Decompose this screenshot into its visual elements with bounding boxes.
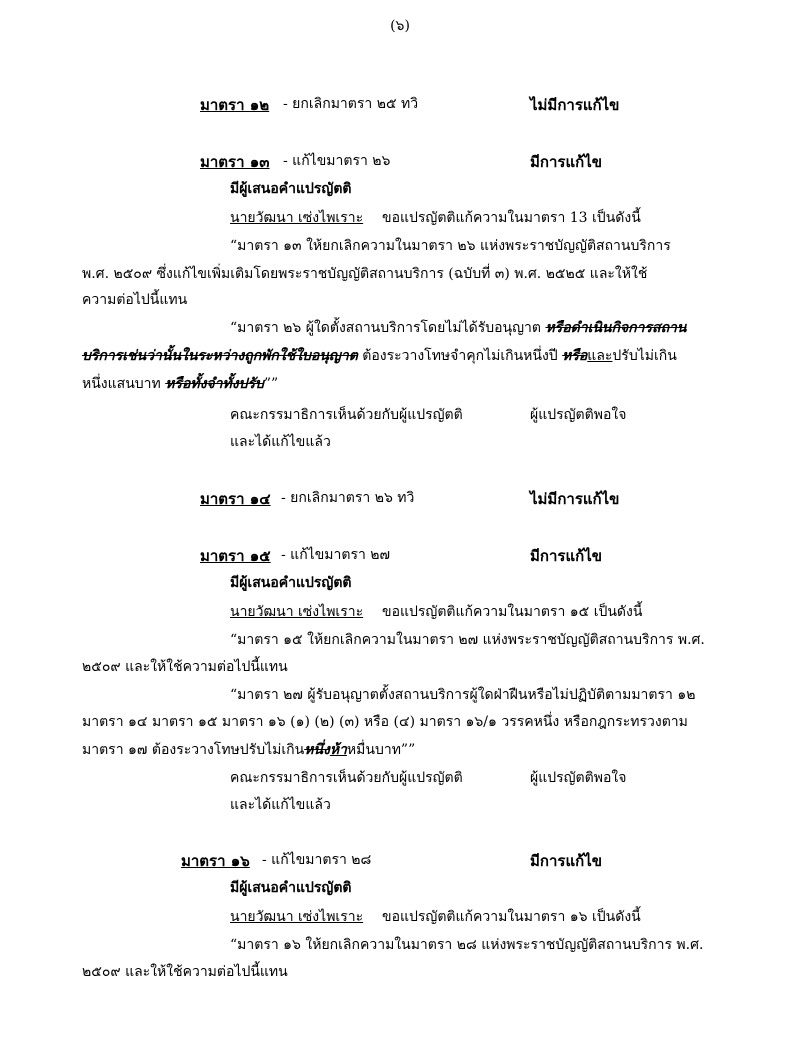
amended-text: ”” — [263, 376, 279, 392]
deleted-text: หรือ — [562, 348, 588, 364]
section-desc: - แก้ไขมาตรา ๒๗ — [281, 547, 391, 563]
amended-text: ต้องระวางโทษจำคุกไม่เกินหนึ่งปี — [357, 348, 563, 364]
section-title: มาตรา ๑๔ — [200, 490, 271, 508]
committee-opinion: คณะกรรมาธิการเห็นด้วยกับผู้แปรญัตติ — [230, 770, 463, 786]
section-status: มีการแก้ไข — [530, 547, 602, 565]
proposal-text: ขอแปรญัตติแก้ความในมาตรา ๑๕ เป็นดังนี้ — [382, 604, 643, 620]
proposer-satisfied: ผู้แปรญัตติพอใจ — [530, 407, 627, 423]
proposal-text: ขอแปรญัตติแก้ความในมาตรา ๑๖ เป็นดังนี้ — [382, 909, 641, 925]
amended-text-line — [82, 348, 677, 365]
amended-text: หนึ่งแสนบาท — [82, 376, 166, 392]
quote-line: “มาตรา ๑๕ ให้ยกเลิกความในมาตรา ๒๗ แห่งพระราชบัญญัติสถานบริการ พ.ศ. — [230, 632, 705, 648]
quote-line: ๒๕๐๙ และให้ใช้ความต่อไปนี้แทน — [82, 659, 288, 675]
quote-line: ความต่อไปนี้แทน — [82, 292, 188, 308]
committee-opinion-2: และได้แก้ไขแล้ว — [230, 434, 331, 450]
amended-text-line — [82, 742, 415, 759]
quote-line: พ.ศ. ๒๕๐๙ ซึ่งแก้ไขเพิ่มเติมโดยพระราชบัญญัติสถานบริการ (ฉบับที่ ๓) พ.ศ. ๒๕๒๕ และให้ใช้ — [82, 266, 648, 282]
section-status: ไม่มีการแก้ไข — [530, 490, 620, 508]
deleted-text: หรือทั้งจำทั้งปรับ — [165, 376, 264, 392]
section-desc: - แก้ไขมาตรา ๒๘ — [262, 852, 372, 868]
deleted-text: บริการเช่นว่านั้นในระหว่างถูกพักใช้ใบอนุญาต — [82, 348, 358, 364]
inserted-text: ห้า — [329, 742, 347, 758]
committee-opinion-2: และได้แก้ไขแล้ว — [230, 797, 331, 813]
quote-line: ๒๕๐๙ และให้ใช้ความต่อไปนี้แทน — [82, 964, 288, 980]
committee-opinion: คณะกรรมาธิการเห็นด้วยกับผู้แปรญัตติ — [230, 407, 463, 423]
section-desc: - ยกเลิกมาตรา ๒๕ ทวิ — [283, 96, 419, 112]
quote-line: “มาตรา ๑๖ ให้ยกเลิกความในมาตรา ๒๘ แห่งพระราชบัญญัติสถานบริการ พ.ศ. — [230, 937, 704, 953]
deleted-text: หนึ่ง — [304, 742, 330, 758]
section-title: มาตรา ๑๖ — [181, 852, 250, 870]
section-title: มาตรา ๑๕ — [200, 547, 271, 565]
section-status: ไม่มีการแก้ไข — [530, 96, 620, 114]
proposal-heading: มีผู้เสนอคำแปรญัตติ — [230, 575, 352, 591]
quote-line: มาตรา ๑๔ มาตรา ๑๕ มาตรา ๑๖ (๑) (๒) (๓) หรือ (๔) มาตรา ๑๖/๑ วรรคหนึ่ง หรือกฎกระทรวงตาม — [82, 714, 688, 730]
proposer-satisfied: ผู้แปรญัตติพอใจ — [530, 770, 627, 786]
amended-text: หมื่นบาท”” — [346, 742, 416, 758]
proposer-name: นายวัฒนา เซ่งไพเราะ — [230, 909, 364, 925]
quote-line: “มาตรา ๑๓ ให้ยกเลิกความในมาตรา ๒๖ แห่งพระราชบัญญัติสถานบริการ — [230, 238, 671, 254]
section-title: มาตรา ๑๒ — [200, 96, 270, 114]
proposer-name: นายวัฒนา เซ่งไพเราะ — [230, 210, 364, 226]
proposal-heading: มีผู้เสนอคำแปรญัตติ — [230, 181, 352, 197]
proposal-text: ขอแปรญัตติแก้ความในมาตรา 13 เป็นดังนี้ — [382, 210, 641, 226]
amended-text: มาตรา ๑๗ ต้องระวางโทษปรับไม่เกิน — [82, 742, 305, 758]
section-status: มีการแก้ไข — [530, 852, 602, 870]
page-number: (๖) — [390, 18, 410, 34]
deleted-text: หรือดำเนินกิจการสถาน — [545, 320, 687, 336]
proposal-heading: มีผู้เสนอคำแปรญัตติ — [230, 880, 352, 896]
section-title: มาตรา ๑๓ — [200, 153, 270, 171]
amended-text-line — [82, 376, 278, 393]
section-desc: - แก้ไขมาตรา ๒๖ — [283, 153, 391, 169]
amended-text: “มาตรา ๒๖ ผู้ใดตั้งสถานบริการโดยไม่ได้รับอนุญาต — [230, 320, 546, 336]
proposer-name: นายวัฒนา เซ่งไพเราะ — [230, 604, 364, 620]
section-status: มีการแก้ไข — [530, 153, 602, 171]
amended-text: ปรับไม่เกิน — [612, 348, 677, 364]
amended-text-line — [230, 320, 686, 337]
inserted-text: และ — [587, 348, 613, 364]
quote-line: “มาตรา ๒๗ ผู้รับอนุญาตตั้งสถานบริการผู้ใดฝ่าฝืนหรือไม่ปฏิบัติตามมาตรา ๑๒ — [230, 687, 696, 703]
section-desc: - ยกเลิกมาตรา ๒๖ ทวิ — [281, 490, 415, 506]
